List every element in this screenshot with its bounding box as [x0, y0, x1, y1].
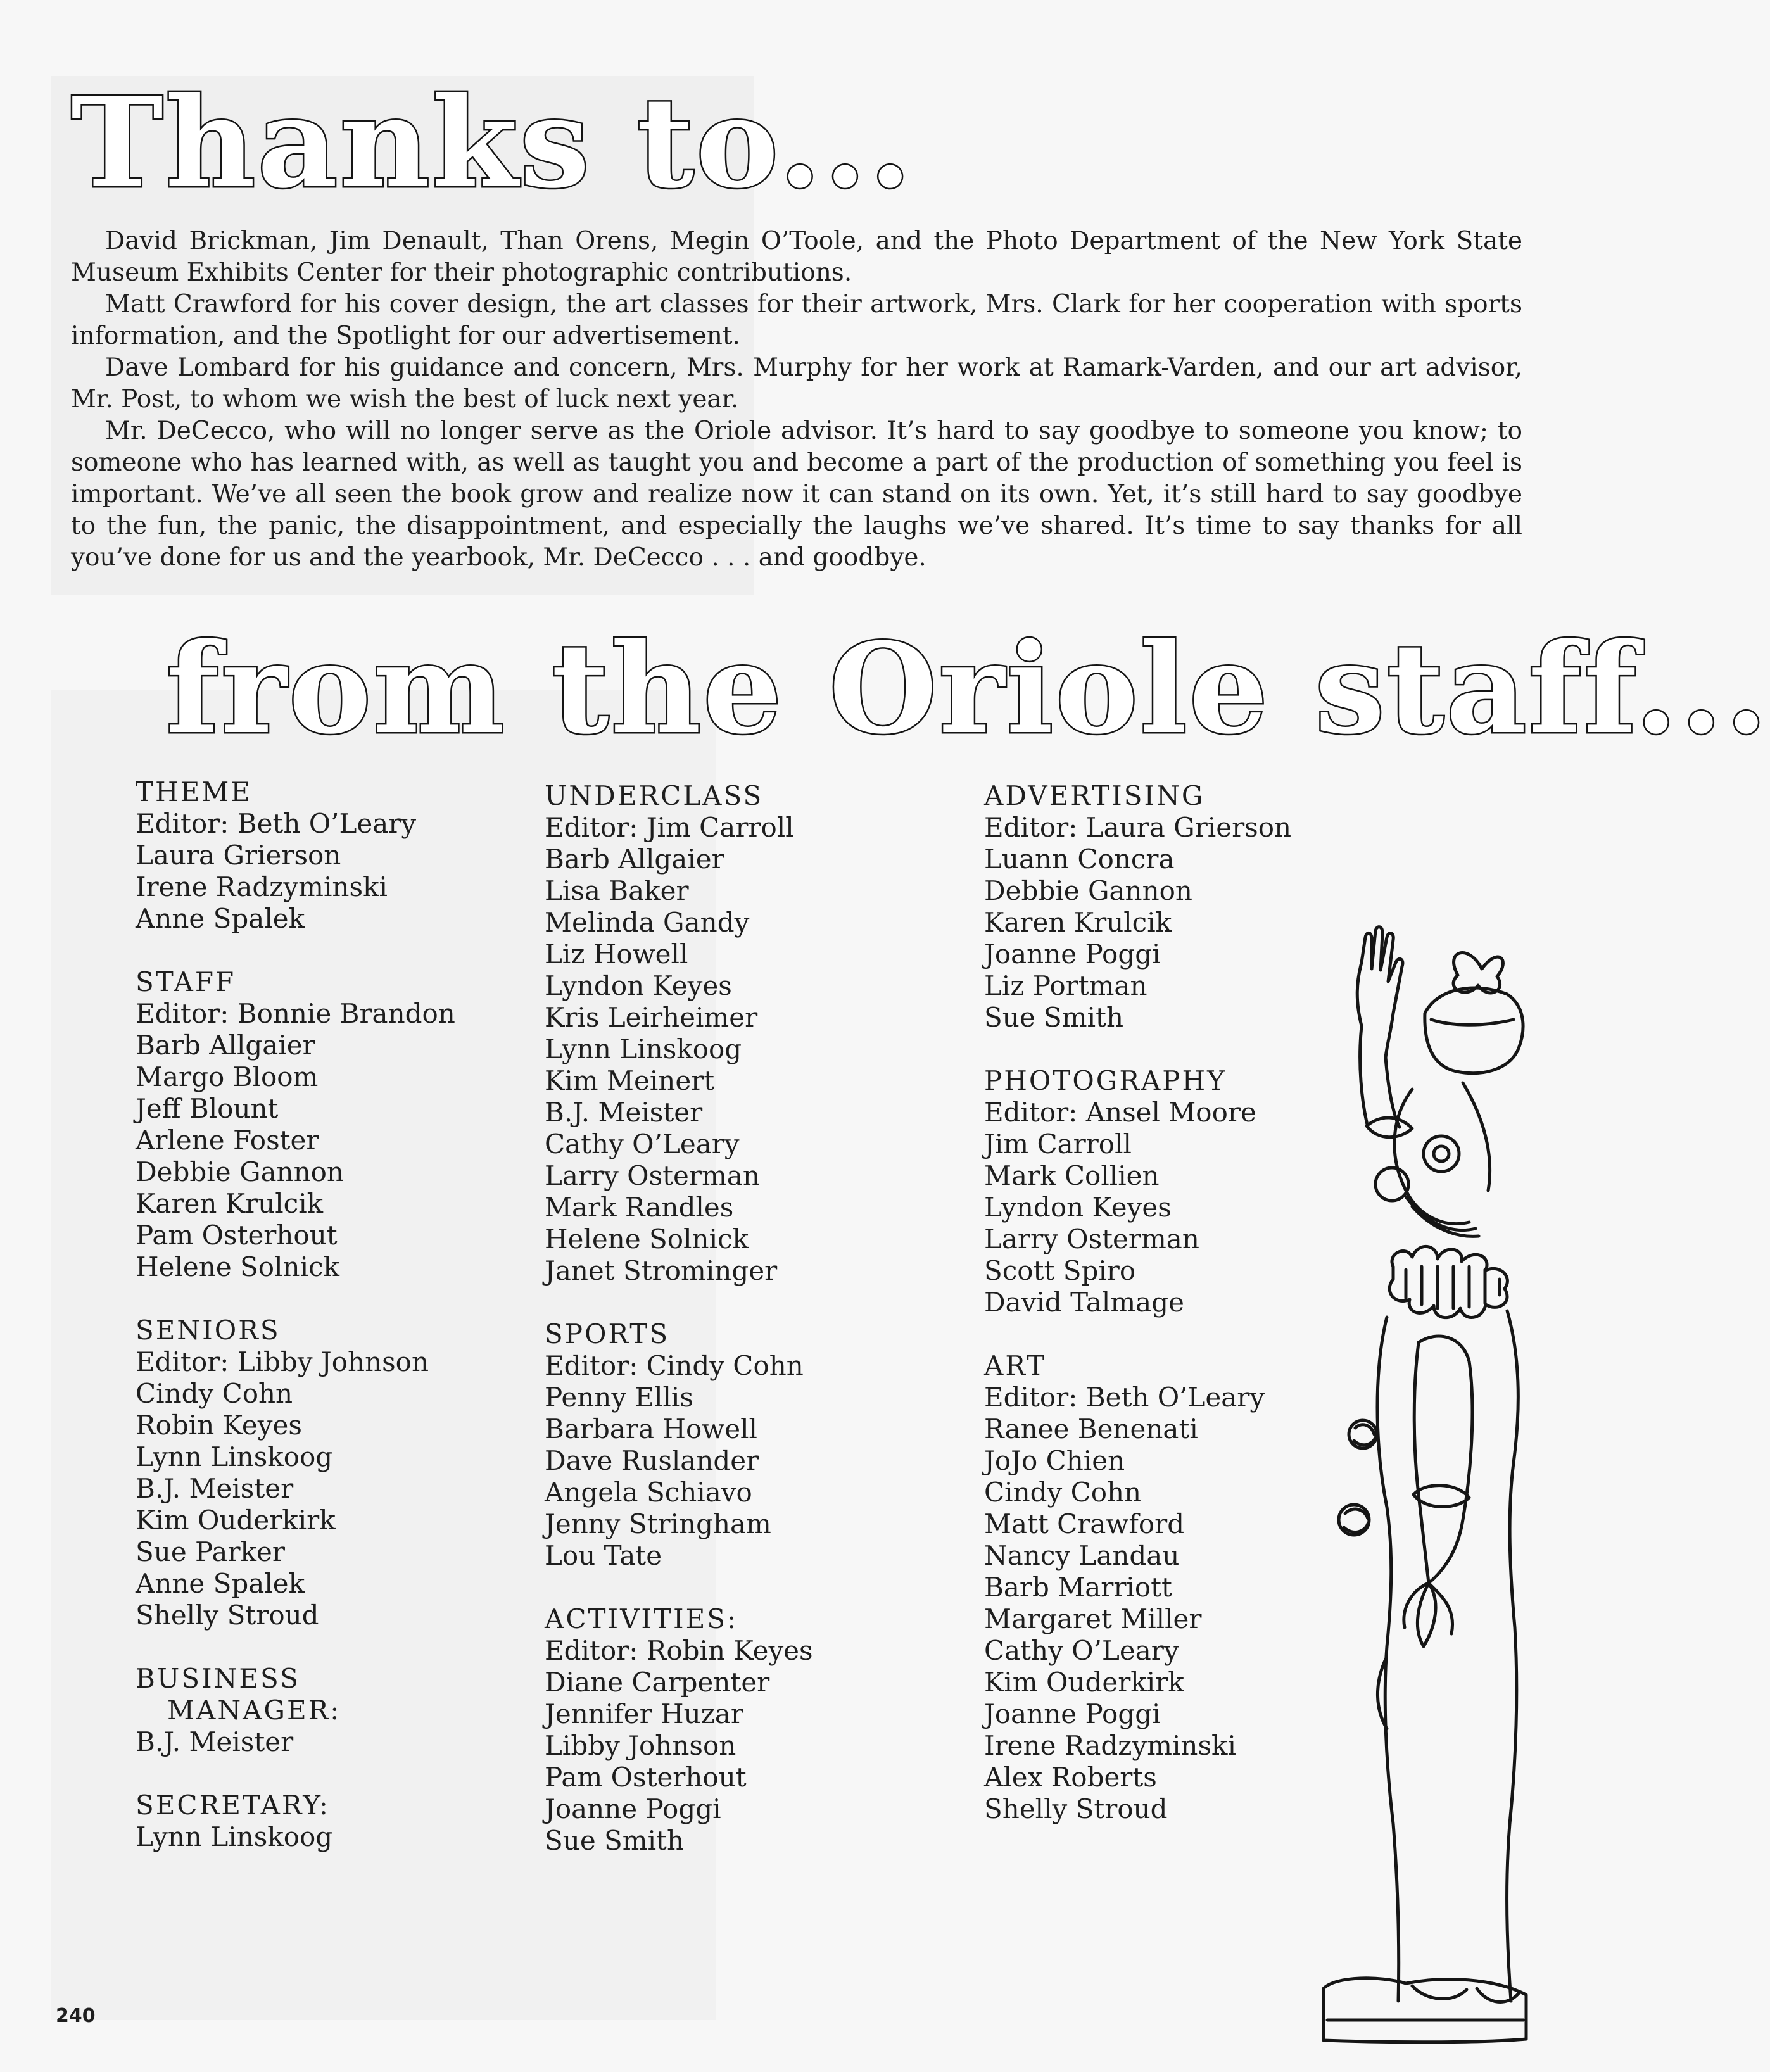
staff-name: Cindy Cohn	[984, 1477, 1142, 1508]
section-heading: ADVERTISING	[984, 780, 1205, 811]
staff-name: Editor: Bonnie Brandon	[136, 998, 455, 1029]
staff-name: Diane Carpenter	[545, 1667, 770, 1698]
staff-name: Debbie Gannon	[984, 875, 1192, 906]
page-number: 240	[56, 2005, 96, 2027]
staff-name: Ranee Benenati	[984, 1413, 1198, 1444]
staff-name: Sue Parker	[136, 1536, 285, 1567]
thanks-paragraph: David Brickman, Jim Denault, Than Orens, Megin O’Toole, and the Photo Department of the New York State Museum Exhibits Center for their photographic contributions.	[71, 227, 1522, 287]
section-heading: PHOTOGRAPHY	[984, 1065, 1227, 1096]
staff-section	[984, 1350, 1291, 1825]
staff-column	[984, 780, 1291, 1825]
staff-name: Kim Ouderkirk	[136, 1505, 336, 1536]
staff-name: Melinda Gandy	[545, 907, 750, 938]
staff-name: Lynn Linskoog	[136, 1821, 333, 1852]
staff-name: Angela Schiavo	[545, 1477, 752, 1508]
staff-name: Editor: Laura Grierson	[984, 812, 1292, 843]
staff-name: Editor: Beth O’Leary	[984, 1382, 1265, 1413]
staff-name: Editor: Cindy Cohn	[545, 1350, 804, 1381]
staff-name: Liz Howell	[545, 938, 688, 970]
staff-name: Mark Collien	[984, 1160, 1160, 1191]
staff-name: Penny Ellis	[545, 1382, 693, 1413]
staff-name: Joanne Poggi	[545, 1793, 721, 1824]
staff-name: David Talmage	[984, 1287, 1184, 1318]
staff-name: Barbara Howell	[545, 1413, 757, 1444]
staff-name: Margo Bloom	[136, 1061, 319, 1092]
staff-column	[545, 780, 813, 1857]
staff-name: Editor: Beth O’Leary	[136, 808, 417, 839]
section-heading: UNDERCLASS	[545, 780, 764, 811]
thanks-paragraph: Mr. DeCecco, who will no longer serve as the Oriole advisor. It’s hard to say goodbye to someone you know; to someone who has learned with, as well as taught you and become a part of the production of something you feel is important. We’ve all seen the book grow and realize now it can stand on its own. Yet, it’s still hard to say goodbye to the fun, the panic, the disappointment, and especially the laughs we’ve shared. It’s time to say thanks for all you’ve done for us and the yearbook, Mr. DeCecco . . . and goodbye.	[71, 417, 1522, 572]
staff-name: Kim Ouderkirk	[984, 1667, 1184, 1698]
thanks-paragraph: Matt Crawford for his cover design, the art classes for their artwork, Mrs. Clark for her cooperation with sports information, and the Spotlight for our advertisement.	[71, 290, 1522, 350]
staff-name: Dave Ruslander	[545, 1445, 759, 1476]
staff-name: Barb Allgaier	[545, 843, 724, 875]
staff-name: Jeff Blount	[136, 1093, 279, 1124]
staff-name: Laura Grierson	[136, 840, 341, 871]
staff-name: Barb Marriott	[984, 1572, 1172, 1603]
staff-name: Karen Krulcik	[136, 1188, 324, 1219]
staff-name: Liz Portman	[984, 970, 1147, 1001]
staff-name: Janet Strominger	[545, 1255, 778, 1286]
staff-section	[545, 780, 813, 1287]
staff-section	[136, 966, 455, 1283]
staff-name: Kim Meinert	[545, 1065, 715, 1096]
staff-name: Robin Keyes	[136, 1410, 302, 1441]
staff-name: Editor: Ansel Moore	[984, 1097, 1256, 1128]
staff-section	[136, 1663, 455, 1758]
section-heading: SPORTS	[545, 1318, 670, 1349]
staff-name: Shelly Stroud	[136, 1600, 319, 1631]
staff-name: Editor: Jim Carroll	[545, 812, 794, 843]
staff-name: Sue Smith	[984, 1002, 1123, 1033]
staff-name: Irene Radzyminski	[136, 871, 388, 902]
staff-name: Helene Solnick	[545, 1223, 749, 1254]
staff-name: Scott Spiro	[984, 1255, 1136, 1286]
staff-name: Jim Carroll	[984, 1128, 1132, 1159]
staff-name: Lynn Linskoog	[545, 1033, 742, 1064]
section-heading: ACTIVITIES:	[545, 1603, 738, 1634]
section-heading: ART	[984, 1350, 1047, 1381]
section-heading: BUSINESS	[136, 1663, 300, 1694]
staff-name: Mark Randles	[545, 1192, 734, 1223]
staff-name: Editor: Libby Johnson	[136, 1346, 429, 1377]
staff-section	[136, 1790, 455, 1853]
staff-name: Nancy Landau	[984, 1540, 1180, 1571]
staff-name: Kris Leirheimer	[545, 1002, 758, 1033]
section-heading: THEME	[136, 776, 252, 807]
staff-column	[136, 776, 455, 1853]
staff-name: Pam Osterhout	[545, 1762, 747, 1793]
staff-name: Karen Krulcik	[984, 907, 1172, 938]
staff-name: Anne Spalek	[136, 1568, 305, 1599]
staff-name: Cathy O’Leary	[984, 1635, 1179, 1666]
staff-name: Matt Crawford	[984, 1508, 1185, 1539]
staff-name: Joanne Poggi	[984, 1698, 1161, 1729]
staff-name: B.J. Meister	[136, 1473, 294, 1504]
thanks-paragraph: Dave Lombard for his guidance and concern, Mrs. Murphy for her work at Ramark-Varden, and our art advisor, Mr. Post, to whom we wish the best of luck next year.	[71, 353, 1522, 414]
staff-name: Joanne Poggi	[984, 938, 1161, 970]
section-heading: SENIORS	[136, 1315, 281, 1346]
staff-name: Margaret Miller	[984, 1603, 1202, 1634]
staff-name: Jennifer Huzar	[545, 1698, 743, 1729]
staff-section	[545, 1603, 813, 1857]
staff-section	[984, 780, 1291, 1033]
staff-name: Cindy Cohn	[136, 1378, 293, 1409]
thanks-text	[71, 225, 1522, 574]
staff-name: Debbie Gannon	[136, 1156, 344, 1187]
staff-name: Lou Tate	[545, 1540, 662, 1571]
staff-name: Lynn Linskoog	[136, 1441, 333, 1472]
section-heading: MANAGER:	[167, 1695, 341, 1726]
staff-name: Libby Johnson	[545, 1730, 736, 1761]
staff-name: Lyndon Keyes	[545, 970, 732, 1001]
staff-section	[136, 1315, 455, 1631]
clown-drawing-icon	[1317, 925, 1533, 2064]
staff-name: Lyndon Keyes	[984, 1192, 1172, 1223]
staff-name: Sue Smith	[545, 1825, 684, 1856]
staff-name: B.J. Meister	[136, 1726, 294, 1757]
staff-name: Shelly Stroud	[984, 1793, 1168, 1824]
section-heading: SECRETARY:	[136, 1790, 330, 1821]
staff-name: Pam Osterhout	[136, 1220, 338, 1251]
staff-name: Larry Osterman	[545, 1160, 760, 1191]
staff-section	[136, 776, 455, 935]
staff-name: Irene Radzyminski	[984, 1730, 1236, 1761]
staff-name: Arlene Foster	[136, 1125, 319, 1156]
section-title: from the Oriole staff...	[166, 616, 1770, 762]
staff-name: Anne Spalek	[136, 903, 305, 934]
staff-name: Cathy O’Leary	[545, 1128, 740, 1159]
staff-name: Helene Solnick	[136, 1251, 339, 1282]
staff-name: JoJo Chien	[984, 1445, 1125, 1476]
staff-name: Jenny Stringham	[545, 1508, 771, 1539]
staff-name: Luann Concra	[984, 843, 1175, 875]
staff-name: Larry Osterman	[984, 1223, 1199, 1254]
staff-name: Editor: Robin Keyes	[545, 1635, 813, 1666]
staff-name: Barb Allgaier	[136, 1030, 315, 1061]
staff-name: Alex Roberts	[984, 1762, 1157, 1793]
staff-section	[984, 1065, 1291, 1318]
staff-name: B.J. Meister	[545, 1097, 703, 1128]
section-heading: STAFF	[136, 966, 236, 997]
staff-section	[545, 1318, 813, 1572]
page-title: Thanks to...	[71, 70, 914, 216]
staff-name: Lisa Baker	[545, 875, 689, 906]
